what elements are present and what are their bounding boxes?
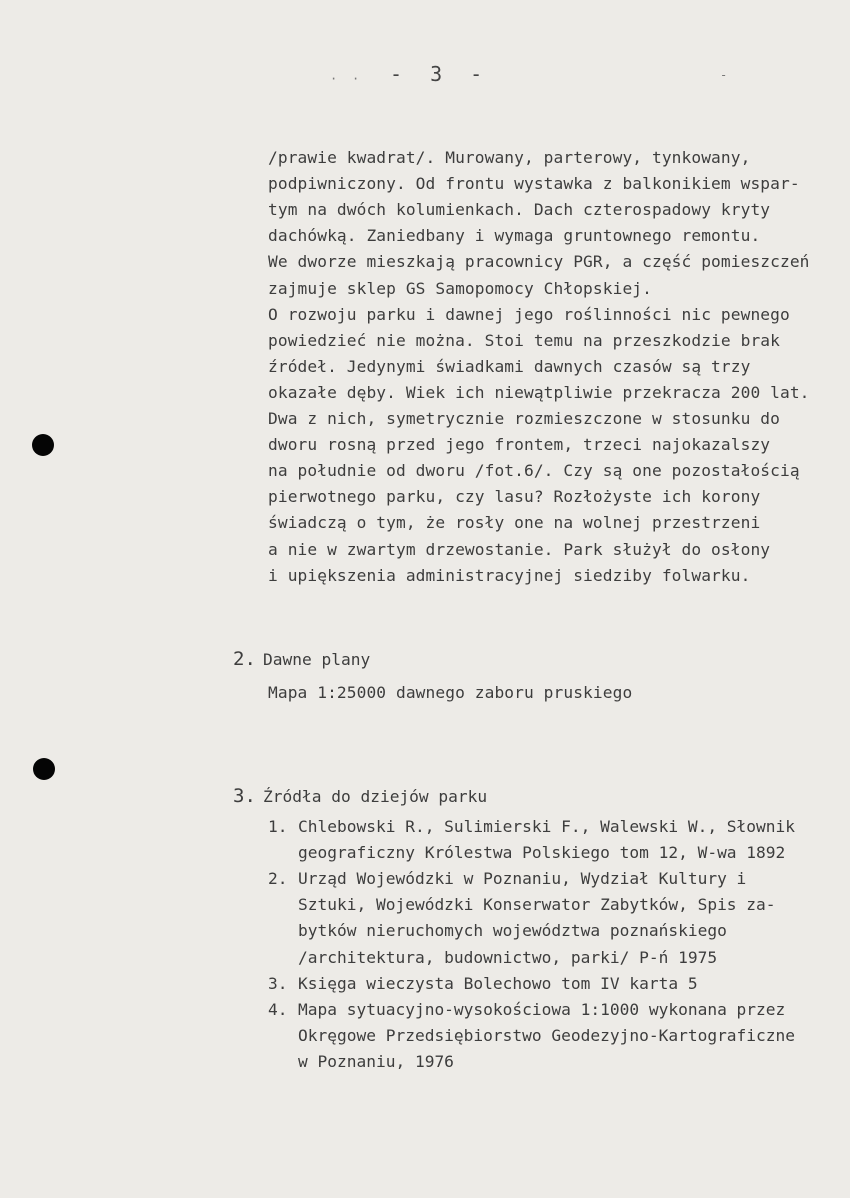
paragraph-line: /prawie kwadrat/. Murowany, parterowy, tynkowany, bbox=[268, 148, 751, 167]
speck: · bbox=[330, 72, 338, 86]
paragraph-line: tym na dwóch kolumienkach. Dach czterospadowy kryty bbox=[268, 200, 771, 220]
source-line: geograficzny Królestwa Polskiego tom 12, W-wa 1892 bbox=[298, 843, 786, 863]
source-line: Mapa sytuacyjno-wysokościowa 1:1000 wykonana przez bbox=[298, 999, 786, 1019]
paragraph-line: podpiwniczony. Od frontu wystawka z balkonikiem wspar- bbox=[268, 174, 800, 194]
speck: - bbox=[720, 68, 728, 82]
paragraph-line: We dworze mieszkają pracownicy PGR, a część pomieszczeń bbox=[268, 252, 810, 272]
paragraph-line: O rozwoju parku i dawnej jego roślinności nic pewnego bbox=[268, 304, 790, 324]
section-title: Źródła do dziejów parku bbox=[263, 787, 488, 806]
paragraph-line: okazałe dęby. Wiek ich niewątpliwie przekracza 200 lat. bbox=[268, 382, 810, 402]
section-3-heading bbox=[233, 785, 487, 807]
paragraph-line: zajmuje sklep GS Samopomocy Chłopskiej. bbox=[268, 278, 652, 298]
paragraph-line: Dwa z nich, symetrycznie rozmieszczone w stosunku do bbox=[268, 409, 780, 428]
paragraph-line: świadczą o tym, że rosły one na wolnej przestrzeni bbox=[268, 513, 761, 533]
section-2-heading bbox=[233, 648, 370, 670]
punch-hole-bottom bbox=[33, 758, 55, 780]
source-line: Okręgowe Przedsiębiorstwo Geodezyjno-Kartograficzne bbox=[298, 1025, 796, 1045]
source-line: Sztuki, Wojewódzki Konserwator Zabytków, Spis za- bbox=[298, 895, 776, 915]
speck: · bbox=[352, 72, 360, 86]
source-number: 3. bbox=[268, 973, 288, 993]
source-line: w Poznaniu, 1976 bbox=[298, 1051, 454, 1071]
paragraph-line: a nie w zwartym drzewostanie. Park służył do osłony bbox=[268, 539, 771, 559]
source-line: /architektura, budownictwo, parki/ P-ń 1975 bbox=[298, 947, 718, 967]
paragraph-line: źródeł. Jedynymi świadkami dawnych czasów są trzy bbox=[268, 356, 751, 376]
punch-hole-top bbox=[32, 434, 54, 456]
source-item bbox=[268, 817, 795, 836]
source-line: Chlebowski R., Sulimierski F., Walewski W., Słownik bbox=[298, 817, 796, 836]
source-number: 2. bbox=[268, 869, 288, 889]
page-number: - 3 - bbox=[390, 62, 491, 86]
source-line: Księga wieczysta Bolechowo tom IV karta 5 bbox=[298, 973, 698, 993]
paragraph-line: na południe od dworu /fot.6/. Czy są one pozostałością bbox=[268, 461, 800, 481]
section-2-line: Mapa 1:25000 dawnego zaboru pruskiego bbox=[268, 683, 633, 702]
source-number: 1. bbox=[268, 817, 288, 836]
paragraph-line: i upiększenia administracyjnej siedziby folwarku. bbox=[268, 565, 751, 585]
section-number: 2. bbox=[233, 648, 256, 670]
source-item bbox=[268, 869, 746, 888]
paragraph-line: pierwotnego parku, czy lasu? Rozłożyste ich korony bbox=[268, 487, 761, 507]
source-line: bytków nieruchomych województwa poznańskiego bbox=[298, 921, 727, 941]
section-title: Dawne plany bbox=[263, 650, 371, 669]
paragraph-line: dachówką. Zaniedbany i wymaga gruntownego remontu. bbox=[268, 226, 761, 246]
paragraph-line: dworu rosną przed jego frontem, trzeci najokazalszy bbox=[268, 435, 771, 455]
source-item bbox=[268, 1000, 785, 1019]
section-number: 3. bbox=[233, 785, 256, 807]
source-line: Urząd Wojewódzki w Poznaniu, Wydział Kultury i bbox=[298, 869, 747, 889]
source-number: 4. bbox=[268, 999, 288, 1019]
source-item bbox=[268, 974, 698, 993]
paragraph-line: powiedzieć nie można. Stoi temu na przeszkodzie brak bbox=[268, 330, 780, 350]
